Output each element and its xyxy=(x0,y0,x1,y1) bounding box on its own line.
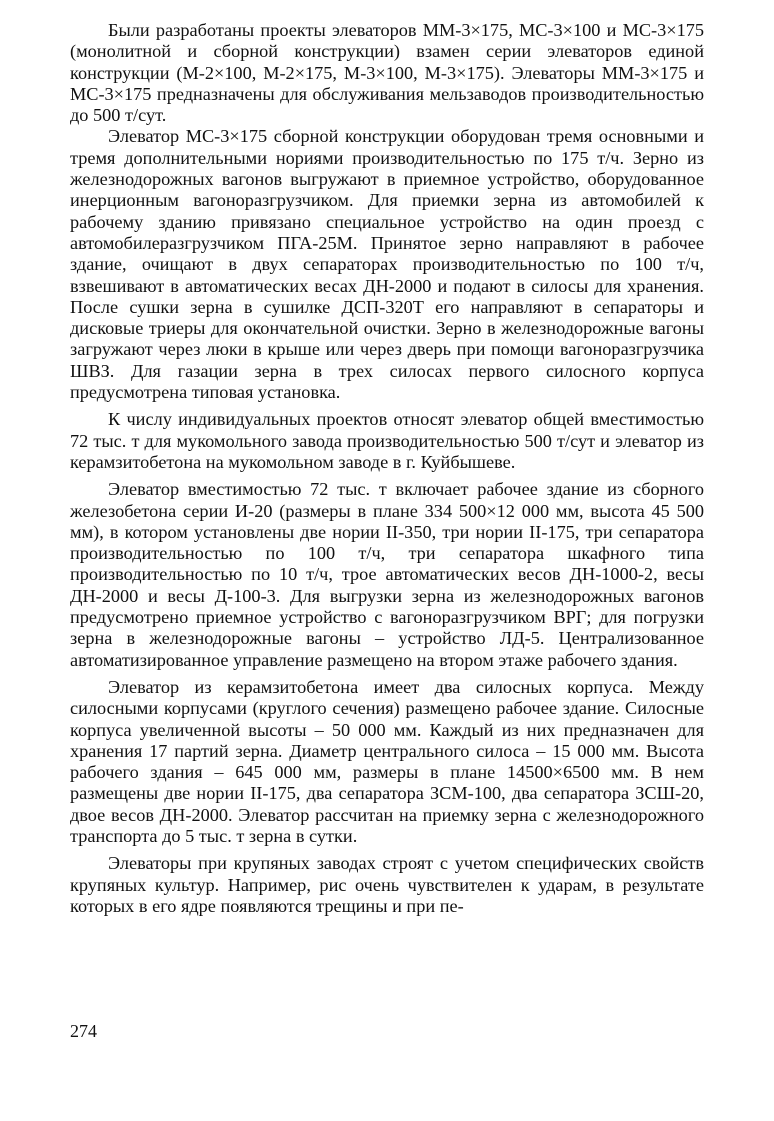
paragraph-72k-elevator: Элеватор вместимостью 72 тыс. т включает рабочее здание из сборного железобетона серии И-20 (размеры в плане 334 500×12 000 мм, высота 45 500 мм), в котором установлены две нории II-350, три нории II-175, три сепаратора производительностью по 100 т/ч, три сепаратора шкафного типа производительностью по 10 т/ч, трое автоматических весов ДН-1000-2, весы ДН-2000 и весы Д-100-3. Для выгрузки зерна из железнодорожных вагонов предусмотрено приемное устройство с вагоноразгрузчиком ВРГ; для погрузки зерна в железнодорожные вагоны – устройство ЛД-5. Централизованное автоматизированное управление размещено на втором этаже рабочего здания. xyxy=(70,479,704,670)
paragraph-ms-3x175: Элеватор МС-3×175 сборной конструкции оборудован тремя основными и тремя дополнительными нориями производительностью по 175 т/ч. Зерно из железнодорожных вагонов выгружают в приемное устройство, оборудованное инерционным вагоноразгрузчиком. Для приемки зерна из автомобилей к рабочему зданию привязано специальное устройство на один проезд с автомобилеразгрузчиком ПГА-25М. Принятое зерно направляют в рабочее здание, очищают в двух сепараторах производительностью по 100 т/ч, взвешивают в автоматических весах ДН-2000 и подают в силосы для хранения. После сушки зерна в сушилке ДСП-320Т его направляют в сепараторы и дисковые триеры для окончательной очистки. Зерно в железнодорожные вагоны загружают через люки в крыше или через дверь при помощи вагоноразгрузчика ШВЗ. Для газации зерна в трех силосах первого силосного корпуса предусмотрена типовая установка. xyxy=(70,126,704,403)
body-text xyxy=(70,20,704,917)
paragraph-groats-elevators: Элеваторы при крупяных заводах строят с учетом специфических свойств крупяных культур. Например, рис очень чувствителен к ударам, в результате которых в его ядре появляются трещины и при пе- xyxy=(70,853,704,916)
page-number: 274 xyxy=(70,1021,97,1041)
paragraph-elevator-projects: Были разработаны проекты элеваторов ММ-3×175, МС-3×100 и МС-3×175 (монолитной и сборной конструкции) взамен серии элеваторов единой конструкции (М-2×100, М-2×175, М-3×100, М-3×175). Элеваторы ММ-3×175 и МС-3×175 предназначены для обслуживания мельзаводов производительностью до 500 т/сут. xyxy=(70,20,704,126)
paragraph-individual-projects: К числу индивидуальных проектов относят элеватор общей вместимостью 72 тыс. т для мукомольного завода производительностью 500 т/сут и элеватор из керамзитобетона на мукомольном заводе в г. Куйбышеве. xyxy=(70,409,704,472)
paragraph-keramzit-elevator: Элеватор из керамзитобетона имеет два силосных корпуса. Между силосными корпусами (круглого сечения) размещено рабочее здание. Силосные корпуса увеличенной высоты – 50 000 мм. Каждый из них предназначен для хранения 17 партий зерна. Диаметр центрального силоса – 15 000 мм. Высота рабочего здания – 645 000 мм, размеры в плане 14500×6500 мм. В нем размещены две нории II-175, два сепаратора ЗСМ-100, два сепаратора ЗСШ-20, двое весов ДН-2000. Элеватор рассчитан на приемку зерна с железнодорожного транспорта до 5 тыс. т зерна в сутки. xyxy=(70,676,704,846)
